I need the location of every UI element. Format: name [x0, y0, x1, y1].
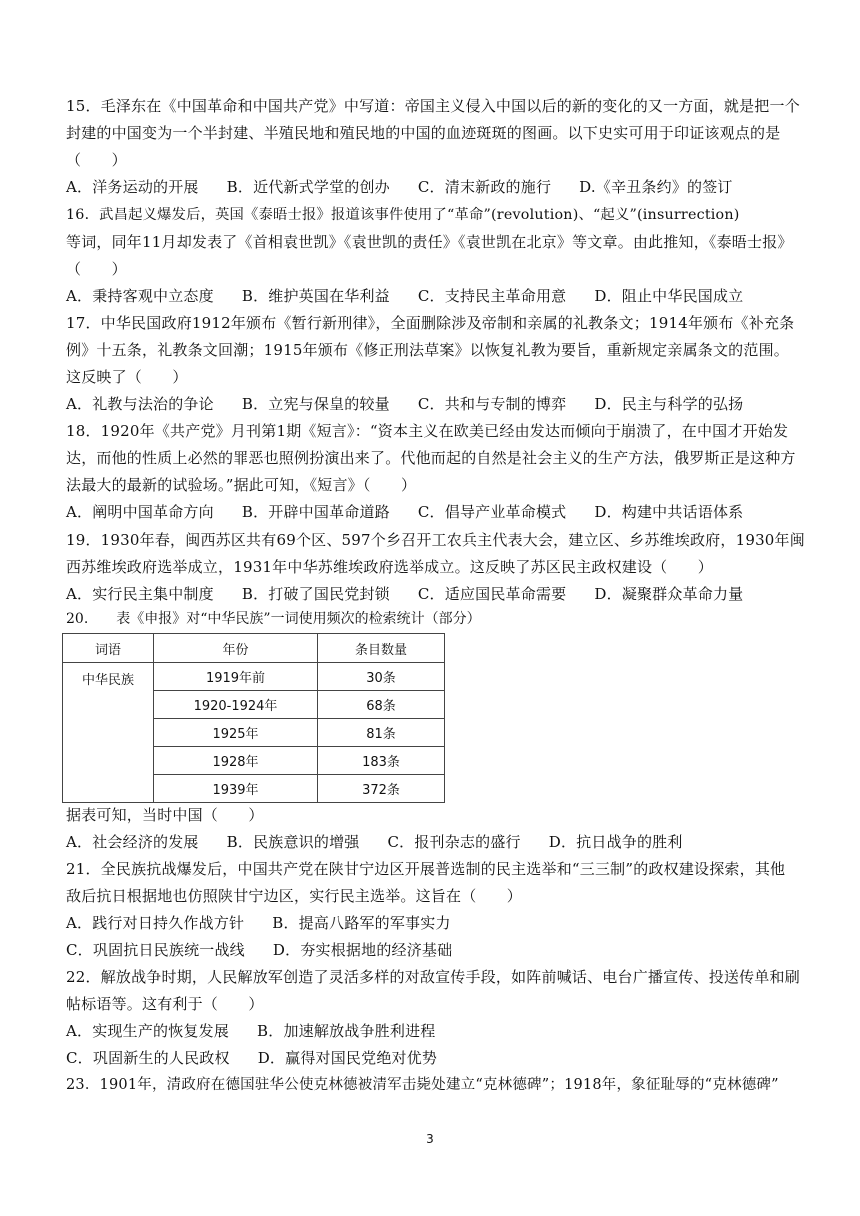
header-word: 词语: [63, 634, 154, 663]
question-15: [66, 93, 800, 201]
header-count: 条目数量: [318, 634, 445, 663]
option-a: A．秉持客观中立态度: [66, 287, 214, 305]
year-cell: 1925年: [154, 719, 318, 747]
question-text: 18．1920年《共产党》月刊第1期《短言》：“资本主义在欧美已经由发达而倾向于崩溃了，在中国才开始发: [66, 422, 789, 440]
options-row: [66, 829, 796, 856]
option-b: B．打破了国民党封锁: [241, 585, 390, 603]
frequency-table: [62, 633, 445, 803]
option-a: A．阐明中国革命方向: [66, 503, 214, 521]
options-row: [66, 937, 796, 964]
options-row: [66, 910, 796, 937]
option-b: B．加速解放战争胜利进程: [257, 1022, 436, 1040]
question-text: 帖标语等。这有利于（ ）: [66, 995, 264, 1013]
year-cell: 1928年: [154, 747, 318, 775]
option-c: C．清末新政的施行: [417, 178, 552, 196]
question-text: 23．1901年，清政府在德国驻华公使克林德被清军击毙处建立“克林德碑”；1918年，象征耻辱的“克林德碑”: [66, 1077, 779, 1093]
option-c: C．共和与专制的博弈: [417, 395, 567, 413]
options-row: [66, 174, 796, 201]
question-18: [66, 418, 796, 526]
option-d: D．抗日战争的胜利: [548, 833, 683, 851]
option-a: A．礼教与法治的争论: [66, 395, 214, 413]
word-cell: 中华民族: [63, 663, 154, 803]
question-text: （ ）: [66, 151, 127, 169]
option-d: D．民主与科学的弘扬: [594, 395, 744, 413]
table-row: [63, 663, 445, 691]
option-a: A．实行民主集中制度: [66, 585, 214, 603]
option-c: C．巩固新生的人民政权: [66, 1049, 230, 1067]
option-c: C．报刊杂志的盛行: [387, 833, 521, 851]
option-a: A．践行对日持久作战方针: [66, 914, 245, 932]
question-21: [66, 856, 796, 964]
question-text: 敌后抗日根据地也仿照陕甘宁边区，实行民主选举。这旨在（ ）: [66, 887, 523, 905]
question-text: 西苏维埃政府选举成立，1931年中华苏维埃政府选举成立。这反映了苏区民主政权建设（ ）: [66, 558, 713, 576]
question-22: [66, 964, 800, 1072]
option-d: D．凝聚群众革命力量: [594, 585, 744, 603]
year-cell: 1920-1924年: [154, 691, 318, 719]
option-c: C．巩固抗日民族统一战线: [66, 941, 245, 959]
header-year: 年份: [154, 634, 318, 663]
question-text: 等词，同年11月却发表了《首相袁世凯》《袁世凯的责任》《袁世凯在北京》等文章。由此推知，《泰晤士报》: [66, 233, 793, 251]
option-d: D．夯实根据地的经济基础: [272, 941, 453, 959]
option-d: D．阻止中华民国成立: [594, 287, 744, 305]
options-row: [66, 1045, 796, 1072]
option-b: B．维护英国在华利益: [241, 287, 390, 305]
question-19: [66, 527, 805, 608]
options-row: [66, 391, 796, 418]
count-cell: 81条: [318, 719, 445, 747]
table-header-row: [63, 634, 445, 663]
option-d: D．赢得对国民党绝对优势: [257, 1049, 438, 1067]
question-17: [66, 310, 796, 418]
question-text: 21．全民族抗战爆发后，中国共产党在陕甘宁边区开展普选制的民主选举和“三三制”的政权建设探索，其他: [66, 860, 786, 878]
question-20-stem: [66, 802, 796, 856]
count-cell: 372条: [318, 775, 445, 803]
page-number: 3: [426, 1132, 434, 1146]
count-cell: 68条: [318, 691, 445, 719]
option-a: A．实现生产的恢复发展: [66, 1022, 230, 1040]
option-b: B．开辟中国革命道路: [241, 503, 390, 521]
option-a: A．社会经济的发展: [66, 833, 199, 851]
question-text: 达，而他的性质上必然的罪恶也照例扮演出来了。代他而起的自然是社会主义的生产方法，俄罗斯正是这种方: [66, 449, 796, 467]
table-caption: 20. 表《申报》对“中华民族”一词使用频次的检索统计（部分）: [66, 611, 481, 627]
question-text: 例》十五条，礼教条文回潮；1915年颁布《修正刑法草案》以恢复礼教为要旨，重新规定亲属条文的范围。: [66, 341, 789, 359]
count-cell: 183条: [318, 747, 445, 775]
question-text: 这反映了（ ）: [66, 368, 188, 386]
option-b: B．民族意识的增强: [226, 833, 360, 851]
option-b: B．近代新式学堂的创办: [226, 178, 390, 196]
option-c: C．支持民主革命用意: [417, 287, 567, 305]
year-cell: 1939年: [154, 775, 318, 803]
options-row: [66, 581, 796, 608]
options-row: [66, 499, 796, 526]
option-d: D．构建中共话语体系: [594, 503, 744, 521]
question-text: 据表可知，当时中国（ ）: [66, 806, 264, 824]
option-c: C．适应国民革命需要: [417, 585, 567, 603]
question-text: 法最大的最新的试验场。”据此可知，《短言》（ ）: [66, 476, 417, 494]
option-c: C．倡导产业革命模式: [417, 503, 567, 521]
options-row: [66, 283, 796, 310]
question-text: 封建的中国变为一个半封建、半殖民地和殖民地的中国的血迹斑斑的图画。以下史实可用于印证该观点的是: [66, 124, 781, 142]
year-cell: 1919年前: [154, 663, 318, 691]
question-text: （ ）: [66, 260, 127, 278]
options-row: [66, 1018, 796, 1045]
question-text: 19．1930年春，闽西苏区共有69个区、597个乡召开工农兵主代表大会，建立区、乡苏维埃政府，1930年闽: [66, 531, 805, 549]
count-cell: 30条: [318, 663, 445, 691]
option-d: D.《辛丑条约》的签订: [579, 178, 733, 196]
question-text: 22．解放战争时期，人民解放军创造了灵活多样的对敌宣传手段，如阵前喊话、电台广播宣传、投送传单和刷: [66, 968, 800, 986]
option-b: B．提高八路军的军事实力: [272, 914, 451, 932]
question-text: 17．中华民国政府1912年颁布《暂行新刑律》，全面删除涉及帝制和亲属的礼教条文；1914年颁布《补充条: [66, 314, 795, 332]
option-b: B．立宪与保皇的较量: [241, 395, 390, 413]
question-16: [66, 202, 796, 310]
question-text: 15．毛泽东在《中国革命和中国共产党》中写道：帝国主义侵入中国以后的新的变化的又一方面，就是把一个: [66, 97, 800, 115]
question-23: [66, 1072, 796, 1099]
option-a: A．洋务运动的开展: [66, 178, 199, 196]
question-text: 16．武昌起义爆发后，英国《泰晤士报》报道该事件使用了“革命”(revolution)、“起义”(insurrection): [66, 207, 740, 223]
